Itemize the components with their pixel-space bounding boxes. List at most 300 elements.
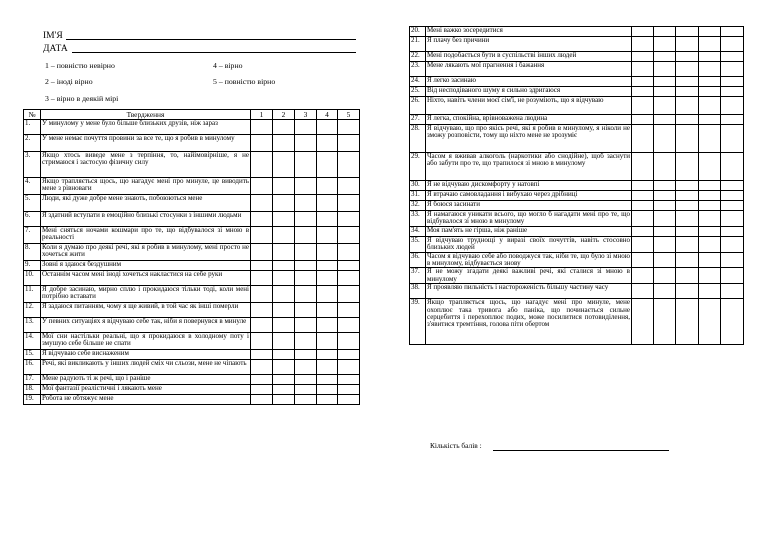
col-scale-1-header: 1 xyxy=(251,110,273,120)
legend-item-2: 2 – іноді вірно xyxy=(45,77,93,86)
score-cell-5[interactable] xyxy=(721,52,744,62)
score-cell-1[interactable] xyxy=(251,152,273,178)
score-cell-5[interactable] xyxy=(338,318,360,333)
item-statement: Якщо трапляється щось, що нагадує мені про минуле, мене охоплює така тривога або паніка, що починається сильне серцебиття і перехоплює подих, може посилитися потовиділення, з'явитися тремтіння, голова піти обертом xyxy=(426,299,632,345)
score-cell-4[interactable] xyxy=(699,52,721,62)
score-cell-1[interactable] xyxy=(251,360,273,375)
item-statement: Якщо трапляється щось, що нагадує мені про минуле, це виводить мене з рівноваги xyxy=(41,178,251,195)
score-cell-5[interactable] xyxy=(721,211,744,227)
score-cell-5[interactable] xyxy=(721,299,744,345)
score-cell-3[interactable] xyxy=(676,299,699,345)
score-cell-1[interactable] xyxy=(632,87,654,97)
score-cell-3[interactable] xyxy=(295,178,317,195)
legend-item-4: 4 – вірно xyxy=(213,61,243,70)
score-cell-4[interactable] xyxy=(699,77,721,87)
score-cell-3[interactable] xyxy=(676,268,699,284)
item-statement: Мої сни настільки реальні, що я прокидаюся в холодному поту і змушую себе більше не спати xyxy=(41,333,251,350)
item-number: 35. xyxy=(410,236,426,252)
item-statement: Я не відчуваю дискомфорту у натовпі xyxy=(426,181,632,191)
score-cell-1[interactable] xyxy=(251,195,273,212)
score-cell-3[interactable] xyxy=(676,77,699,87)
table-row xyxy=(410,77,744,87)
item-number: 13. xyxy=(24,318,41,333)
score-cell-2[interactable] xyxy=(654,236,676,252)
score-cell-5[interactable] xyxy=(721,27,744,37)
score-cell-1[interactable] xyxy=(251,375,273,385)
score-cell-1[interactable] xyxy=(632,77,654,87)
item-number: 8. xyxy=(24,244,41,261)
table-row xyxy=(410,97,744,115)
score-cell-1[interactable] xyxy=(632,252,654,268)
score-cell-2[interactable] xyxy=(654,97,676,115)
item-number: 1. xyxy=(24,120,41,135)
score-cell-1[interactable] xyxy=(251,261,273,271)
score-cell-3[interactable] xyxy=(676,226,699,236)
score-cell-5[interactable] xyxy=(721,201,744,211)
score-cell-4[interactable] xyxy=(699,181,721,191)
score-cell-4[interactable] xyxy=(317,303,338,318)
score-cell-3[interactable] xyxy=(676,284,699,299)
score-cell-3[interactable] xyxy=(295,227,317,244)
item-number: 32. xyxy=(410,201,426,211)
item-number: 2. xyxy=(24,135,41,152)
legend-item-1: 1 – повністю невірно xyxy=(45,61,115,70)
score-cell-3[interactable] xyxy=(676,37,699,52)
item-statement: Люди, які дуже добре мене знають, побоюються мене xyxy=(41,195,251,212)
item-statement: Моя пам'ять не гірша, ніж раніше xyxy=(426,226,632,236)
score-cell-3[interactable] xyxy=(295,350,317,360)
score-cell-2[interactable] xyxy=(654,252,676,268)
item-statement: Від несподіваного шуму я сильно здригаюся xyxy=(426,87,632,97)
score-cell-4[interactable] xyxy=(317,271,338,286)
score-cell-1[interactable] xyxy=(632,27,654,37)
score-cell-2[interactable] xyxy=(273,244,295,261)
score-cell-5[interactable] xyxy=(721,181,744,191)
score-cell-2[interactable] xyxy=(654,153,676,181)
score-cell-3[interactable] xyxy=(295,360,317,375)
score-cell-4[interactable] xyxy=(317,135,338,152)
score-cell-2[interactable] xyxy=(273,120,295,135)
score-cell-3[interactable] xyxy=(676,115,699,125)
item-number: 23. xyxy=(410,62,426,77)
table-row xyxy=(24,212,360,227)
score-cell-4[interactable] xyxy=(317,195,338,212)
score-cell-1[interactable] xyxy=(632,97,654,115)
item-statement: Мені важко зосередитися xyxy=(426,27,632,37)
score-cell-2[interactable] xyxy=(273,333,295,350)
table-row xyxy=(24,318,360,333)
score-cell-5[interactable] xyxy=(721,268,744,284)
table-row xyxy=(410,236,744,252)
score-label: Кількість балів : xyxy=(430,441,482,450)
score-cell-5[interactable] xyxy=(721,252,744,268)
score-cell-5[interactable] xyxy=(338,360,360,375)
date-label: ДАТА xyxy=(43,44,68,54)
item-number: 15. xyxy=(24,350,41,360)
score-cell-2[interactable] xyxy=(654,52,676,62)
score-cell-2[interactable] xyxy=(654,27,676,37)
item-number: 4. xyxy=(24,178,41,195)
score-cell-3[interactable] xyxy=(295,395,317,405)
score-cell-1[interactable] xyxy=(251,333,273,350)
score-cell-3[interactable] xyxy=(295,261,317,271)
score-cell-5[interactable] xyxy=(338,303,360,318)
score-cell-1[interactable] xyxy=(251,286,273,303)
score-cell-2[interactable] xyxy=(654,181,676,191)
score-cell-3[interactable] xyxy=(295,318,317,333)
score-cell-3[interactable] xyxy=(295,195,317,212)
score-cell-1[interactable] xyxy=(632,37,654,52)
score-cell-2[interactable] xyxy=(273,360,295,375)
name-label: ІМ'Я xyxy=(43,31,63,41)
score-cell-3[interactable] xyxy=(676,87,699,97)
item-number: 25. xyxy=(410,87,426,97)
score-cell-2[interactable] xyxy=(273,318,295,333)
score-cell-1[interactable] xyxy=(251,135,273,152)
score-cell-2[interactable] xyxy=(654,87,676,97)
score-cell-2[interactable] xyxy=(273,350,295,360)
table-row xyxy=(410,191,744,201)
table-row xyxy=(410,62,744,77)
item-number: 6. xyxy=(24,212,41,227)
score-cell-4[interactable] xyxy=(699,211,721,227)
table-row xyxy=(410,252,744,268)
score-cell-1[interactable] xyxy=(251,244,273,261)
name-field[interactable] xyxy=(66,39,356,40)
item-number: 22. xyxy=(410,52,426,62)
questionnaire-table-right xyxy=(409,26,744,345)
item-statement: Мої фантазії реалістичні і лякають мене xyxy=(41,385,251,395)
score-cell-4[interactable] xyxy=(317,350,338,360)
score-cell-1[interactable] xyxy=(632,268,654,284)
score-cell-4[interactable] xyxy=(699,191,721,201)
table-row xyxy=(24,195,360,212)
score-cell-5[interactable] xyxy=(338,178,360,195)
score-cell-4[interactable] xyxy=(699,115,721,125)
score-cell-5[interactable] xyxy=(338,227,360,244)
score-cell-5[interactable] xyxy=(338,271,360,286)
table-row xyxy=(24,152,360,178)
item-statement: Я легка, спокійна, врівноважена людина xyxy=(426,115,632,125)
item-statement: Зовні я здаюся бездушним xyxy=(41,261,251,271)
score-cell-2[interactable] xyxy=(654,77,676,87)
item-statement: Я відчуваю, що про якісь речі, які я робив в минулому, я ніколи не зможу розповісти, тому що ніхто мене не зрозуміє xyxy=(426,125,632,153)
score-cell-2[interactable] xyxy=(273,212,295,227)
table-row xyxy=(24,286,360,303)
score-cell-3[interactable] xyxy=(676,201,699,211)
score-cell-4[interactable] xyxy=(699,284,721,299)
score-cell-1[interactable] xyxy=(632,153,654,181)
score-cell-1[interactable] xyxy=(632,299,654,345)
item-number: 17. xyxy=(24,375,41,385)
score-cell-2[interactable] xyxy=(273,178,295,195)
item-number: 38. xyxy=(410,284,426,299)
score-cell-1[interactable] xyxy=(632,226,654,236)
table-row xyxy=(410,125,744,153)
score-cell-3[interactable] xyxy=(295,152,317,178)
score-cell-3[interactable] xyxy=(295,212,317,227)
score-cell-3[interactable] xyxy=(676,52,699,62)
item-number: 31. xyxy=(410,191,426,201)
score-cell-1[interactable] xyxy=(251,350,273,360)
score-cell-5[interactable] xyxy=(721,236,744,252)
date-field[interactable] xyxy=(72,52,356,53)
item-statement: У минулому у мене було більше близьких друзів, ніж зараз xyxy=(41,120,251,135)
col-number-header: № xyxy=(24,110,41,120)
score-cell-4[interactable] xyxy=(699,252,721,268)
item-number: 16. xyxy=(24,360,41,375)
score-cell-3[interactable] xyxy=(295,244,317,261)
table-row xyxy=(410,115,744,125)
score-cell-5[interactable] xyxy=(338,385,360,395)
item-number: 11. xyxy=(24,286,41,303)
score-cell-4[interactable] xyxy=(317,375,338,385)
item-number: 7. xyxy=(24,227,41,244)
score-cell-2[interactable] xyxy=(273,152,295,178)
score-cell-2[interactable] xyxy=(273,375,295,385)
score-cell-3[interactable] xyxy=(676,27,699,37)
score-cell-2[interactable] xyxy=(273,195,295,212)
score-cell-5[interactable] xyxy=(721,115,744,125)
item-statement: Ніхто, навіть члени моєї сім'ї, не розуміють, що я відчуваю xyxy=(426,97,632,115)
score-cell-4[interactable] xyxy=(699,268,721,284)
score-cell-4[interactable] xyxy=(699,153,721,181)
score-cell-5[interactable] xyxy=(721,37,744,52)
score-cell-1[interactable] xyxy=(632,284,654,299)
score-cell-1[interactable] xyxy=(632,201,654,211)
score-cell-5[interactable] xyxy=(338,286,360,303)
score-cell-4[interactable] xyxy=(317,333,338,350)
score-cell-2[interactable] xyxy=(273,286,295,303)
col-scale-4-header: 4 xyxy=(317,110,338,120)
score-cell-2[interactable] xyxy=(654,62,676,77)
score-cell-3[interactable] xyxy=(676,125,699,153)
score-cell-2[interactable] xyxy=(654,125,676,153)
score-cell-2[interactable] xyxy=(654,299,676,345)
table-row xyxy=(410,181,744,191)
score-cell-4[interactable] xyxy=(699,299,721,345)
score-cell-5[interactable] xyxy=(338,375,360,385)
score-field[interactable] xyxy=(493,450,669,451)
score-cell-5[interactable] xyxy=(721,226,744,236)
score-cell-4[interactable] xyxy=(317,212,338,227)
score-cell-1[interactable] xyxy=(632,115,654,125)
score-cell-3[interactable] xyxy=(676,236,699,252)
item-statement: Я проявляю пильність і настороженість більшу частину часу xyxy=(426,284,632,299)
score-cell-5[interactable] xyxy=(338,333,360,350)
score-cell-1[interactable] xyxy=(251,395,273,405)
score-cell-2[interactable] xyxy=(654,115,676,125)
score-cell-1[interactable] xyxy=(632,62,654,77)
score-cell-4[interactable] xyxy=(317,120,338,135)
score-cell-3[interactable] xyxy=(295,375,317,385)
score-cell-4[interactable] xyxy=(699,27,721,37)
score-cell-5[interactable] xyxy=(721,284,744,299)
score-cell-3[interactable] xyxy=(295,120,317,135)
item-statement: Я не можу згадати деякі важливі речі, які сталися зі мною в минулому xyxy=(427,267,630,283)
score-cell-1[interactable] xyxy=(632,236,654,252)
score-cell-2[interactable] xyxy=(273,227,295,244)
item-number: 26. xyxy=(410,97,426,115)
item-statement: Я добре засинаю, мирно сплю і прокидаюся тільки тоді, коли мені потрібно вставати xyxy=(41,286,251,303)
item-number: 27. xyxy=(410,115,426,125)
item-statement: Мене лякають мої прагнення і бажання xyxy=(426,62,632,77)
score-cell-4[interactable] xyxy=(317,318,338,333)
score-cell-3[interactable] xyxy=(295,303,317,318)
item-statement: Я намагаюся уникати всього, що могло б нагадати мені про те, що відбувалося зі мною в минулому xyxy=(427,210,630,226)
item-number: 3. xyxy=(24,152,41,178)
score-cell-5[interactable] xyxy=(721,191,744,201)
score-cell-1[interactable] xyxy=(632,191,654,201)
item-number: 33. xyxy=(410,211,426,227)
score-cell-4[interactable] xyxy=(317,286,338,303)
col-statement-header: Твердження xyxy=(41,110,251,120)
score-cell-5[interactable] xyxy=(721,87,744,97)
score-cell-3[interactable] xyxy=(295,135,317,152)
legend-item-5: 5 – повністю вірно xyxy=(213,77,276,86)
score-cell-4[interactable] xyxy=(699,87,721,97)
score-cell-4[interactable] xyxy=(317,395,338,405)
score-cell-2[interactable] xyxy=(654,191,676,201)
score-cell-3[interactable] xyxy=(676,252,699,268)
item-number: 21. xyxy=(410,37,426,52)
table-header-row xyxy=(24,110,360,120)
score-cell-4[interactable] xyxy=(699,97,721,115)
item-number: 14. xyxy=(24,333,41,350)
score-cell-2[interactable] xyxy=(654,211,676,227)
score-cell-1[interactable] xyxy=(251,385,273,395)
score-cell-5[interactable] xyxy=(721,153,744,181)
table-row xyxy=(24,135,360,152)
table-row xyxy=(24,385,360,395)
score-cell-5[interactable] xyxy=(721,97,744,115)
table-row xyxy=(24,333,360,350)
table-row xyxy=(410,299,744,345)
score-cell-4[interactable] xyxy=(317,360,338,375)
score-cell-2[interactable] xyxy=(273,261,295,271)
item-statement: Я задаюся питанням, чому я ще живий, в той час як інші померли xyxy=(41,303,251,318)
score-cell-5[interactable] xyxy=(338,120,360,135)
score-cell-5[interactable] xyxy=(338,212,360,227)
score-cell-1[interactable] xyxy=(632,211,654,227)
score-cell-3[interactable] xyxy=(295,286,317,303)
table-row xyxy=(410,52,744,62)
score-cell-1[interactable] xyxy=(632,52,654,62)
score-cell-1[interactable] xyxy=(632,181,654,191)
score-cell-1[interactable] xyxy=(251,178,273,195)
score-cell-4[interactable] xyxy=(317,152,338,178)
score-cell-5[interactable] xyxy=(338,350,360,360)
item-statement: Останнім часом мені іноді хочеться накластися на себе руки xyxy=(41,271,251,286)
item-statement: Я плачу без причини xyxy=(426,37,632,52)
score-cell-1[interactable] xyxy=(251,212,273,227)
score-cell-1[interactable] xyxy=(251,271,273,286)
score-cell-3[interactable] xyxy=(676,181,699,191)
table-row xyxy=(24,375,360,385)
score-cell-5[interactable] xyxy=(338,244,360,261)
score-cell-5[interactable] xyxy=(338,261,360,271)
score-cell-5[interactable] xyxy=(338,152,360,178)
item-number: 12. xyxy=(24,303,41,318)
item-statement: Речі, які викликають у інших людей сміх чи сльози, мене не чіпають xyxy=(41,360,251,375)
table-row xyxy=(24,261,360,271)
item-statement: Я боюся засинати xyxy=(426,201,632,211)
score-cell-5[interactable] xyxy=(338,195,360,212)
score-cell-3[interactable] xyxy=(295,333,317,350)
table-row xyxy=(410,153,744,181)
item-number: 30. xyxy=(410,181,426,191)
score-cell-1[interactable] xyxy=(251,120,273,135)
score-cell-5[interactable] xyxy=(721,62,744,77)
score-cell-4[interactable] xyxy=(699,236,721,252)
score-cell-2[interactable] xyxy=(273,385,295,395)
table-row xyxy=(24,303,360,318)
table-row xyxy=(24,360,360,375)
item-statement: Я відчуваю себе виснаженим xyxy=(41,350,251,360)
item-number: 37. xyxy=(410,268,426,284)
item-number: 19. xyxy=(24,395,41,405)
score-cell-3[interactable] xyxy=(295,385,317,395)
score-cell-5[interactable] xyxy=(721,125,744,153)
score-cell-3[interactable] xyxy=(676,191,699,201)
score-cell-4[interactable] xyxy=(699,37,721,52)
score-cell-2[interactable] xyxy=(654,268,676,284)
score-cell-2[interactable] xyxy=(273,303,295,318)
score-cell-2[interactable] xyxy=(654,201,676,211)
table-row xyxy=(24,350,360,360)
score-cell-4[interactable] xyxy=(699,125,721,153)
score-cell-4[interactable] xyxy=(699,226,721,236)
score-cell-5[interactable] xyxy=(721,77,744,87)
item-number: 36. xyxy=(410,252,426,268)
score-cell-4[interactable] xyxy=(317,178,338,195)
score-cell-3[interactable] xyxy=(295,271,317,286)
score-cell-4[interactable] xyxy=(317,261,338,271)
score-cell-3[interactable] xyxy=(676,97,699,115)
score-cell-2[interactable] xyxy=(273,135,295,152)
score-cell-3[interactable] xyxy=(676,62,699,77)
item-statement: Я втрачаю самовладання і вибухаю через дрібниці xyxy=(426,191,632,201)
score-cell-4[interactable] xyxy=(699,201,721,211)
score-cell-2[interactable] xyxy=(654,226,676,236)
score-cell-4[interactable] xyxy=(699,62,721,77)
score-cell-4[interactable] xyxy=(317,244,338,261)
score-cell-4[interactable] xyxy=(317,385,338,395)
table-row xyxy=(24,178,360,195)
score-cell-5[interactable] xyxy=(338,395,360,405)
score-cell-1[interactable] xyxy=(251,318,273,333)
score-cell-2[interactable] xyxy=(273,271,295,286)
item-statement: Я здатний вступати в емоційно близькі стосунки з іншими людьми xyxy=(41,212,251,227)
score-cell-4[interactable] xyxy=(317,227,338,244)
item-statement: Якщо хтось виведе мене з терпіння, то, найімовірніше, я не стримаюся і застосую фізичну силу xyxy=(41,152,251,178)
score-cell-3[interactable] xyxy=(676,153,699,181)
score-cell-1[interactable] xyxy=(251,303,273,318)
score-cell-5[interactable] xyxy=(338,135,360,152)
item-statement: Робота не обтяжує мене xyxy=(41,395,251,405)
score-cell-1[interactable] xyxy=(251,227,273,244)
score-cell-2[interactable] xyxy=(654,284,676,299)
item-statement: У мене немає почуття провини за все те, що я робив в минулому xyxy=(41,135,251,152)
score-cell-2[interactable] xyxy=(273,395,295,405)
col-scale-2-header: 2 xyxy=(273,110,295,120)
score-cell-1[interactable] xyxy=(632,125,654,153)
table-row xyxy=(410,211,744,227)
score-cell-3[interactable] xyxy=(676,211,699,227)
legend-item-3: 3 – вірно в деякій мірі xyxy=(45,94,119,103)
score-cell-2[interactable] xyxy=(654,37,676,52)
table-row xyxy=(410,284,744,299)
